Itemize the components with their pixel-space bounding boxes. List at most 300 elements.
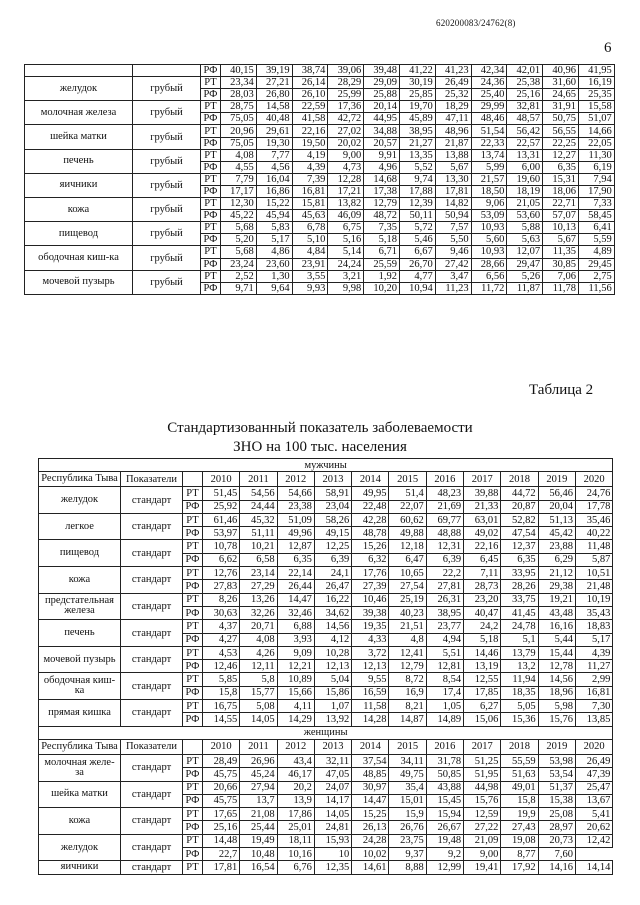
table-row — [25, 101, 615, 113]
value-cell: 51,4 — [389, 487, 426, 500]
value-cell: 15,31 — [543, 173, 579, 185]
pok-cell: РТ — [183, 700, 203, 713]
value-cell: 8,21 — [389, 700, 426, 713]
value-cell: 15,01 — [389, 794, 426, 807]
value-cell: 43,4 — [277, 754, 314, 767]
men-section-row — [39, 459, 613, 472]
value-cell: 28,26 — [501, 580, 538, 593]
value-cell: 14,89 — [426, 713, 463, 726]
value-cell: 20,87 — [501, 500, 538, 513]
value-cell: 18,96 — [538, 686, 575, 699]
pok-cell: РФ — [201, 234, 221, 246]
value-cell: 21,51 — [389, 620, 426, 633]
value-cell: 29,45 — [578, 258, 614, 270]
indicator-cell: стандарт — [121, 593, 183, 620]
region-cell: мочевой пузырь — [25, 270, 133, 294]
value-cell: 15,66 — [277, 686, 314, 699]
value-cell: 25,88 — [364, 89, 400, 101]
value-cell: 5,85 — [203, 673, 240, 686]
value-cell: 25,01 — [277, 821, 314, 834]
value-cell: 34,11 — [389, 754, 426, 767]
value-cell: 9,00 — [328, 149, 364, 161]
value-cell: 19,30 — [256, 137, 292, 149]
value-cell: 13,82 — [328, 198, 364, 210]
region-cell: молочная желе-за — [39, 754, 121, 781]
value-cell: 55,59 — [501, 754, 538, 767]
pok-cell: РФ — [201, 113, 221, 125]
value-cell: 69,77 — [426, 513, 463, 526]
value-cell: 20,04 — [538, 500, 575, 513]
value-cell: 28,49 — [203, 754, 240, 767]
value-cell: 16,16 — [538, 620, 575, 633]
value-cell: 25,99 — [328, 89, 364, 101]
value-cell: 6,27 — [464, 700, 501, 713]
value-cell: 23,77 — [426, 620, 463, 633]
value-cell: 14,17 — [314, 794, 351, 807]
value-cell: 7,33 — [578, 198, 614, 210]
value-cell: 12,46 — [203, 660, 240, 673]
value-cell: 25,08 — [538, 808, 575, 821]
value-cell: 30,85 — [543, 258, 579, 270]
value-cell: 45,42 — [538, 527, 575, 540]
table-row — [39, 673, 613, 686]
table-1 — [24, 64, 615, 295]
value-cell: 53,09 — [471, 210, 507, 222]
value-cell: 12,39 — [399, 198, 435, 210]
value-cell: 9,37 — [389, 848, 426, 861]
value-cell: 21,87 — [435, 137, 471, 149]
value-cell: 11,87 — [507, 282, 543, 294]
value-cell: 11,23 — [435, 282, 471, 294]
value-cell: 6,35 — [501, 553, 538, 566]
column-header-region: Республика Тыва — [39, 472, 121, 487]
value-cell: 5,51 — [426, 646, 463, 659]
pok-cell: РФ — [201, 282, 221, 294]
value-cell: 6,00 — [507, 161, 543, 173]
value-cell: 41,58 — [292, 113, 328, 125]
value-cell: 12,55 — [464, 673, 501, 686]
value-cell: 9,2 — [426, 848, 463, 861]
value-cell: 5,1 — [501, 633, 538, 646]
value-cell: 22,2 — [426, 567, 463, 580]
pok-cell: РТ — [201, 77, 221, 89]
value-cell: 10,20 — [364, 282, 400, 294]
column-header-year: 2017 — [464, 472, 501, 487]
value-cell: 14,46 — [464, 646, 501, 659]
value-cell: 25,38 — [507, 77, 543, 89]
value-cell: 6,67 — [399, 246, 435, 258]
value-cell: 50,11 — [399, 210, 435, 222]
value-cell: 11,72 — [471, 282, 507, 294]
value-cell: 8,26 — [203, 593, 240, 606]
value-cell: 3,93 — [277, 633, 314, 646]
value-cell: 22,25 — [543, 137, 579, 149]
value-cell: 12,21 — [277, 660, 314, 673]
pok-cell: РТ — [201, 173, 221, 185]
region-cell: мочевой пузырь — [39, 646, 121, 673]
value-cell: 26,76 — [389, 821, 426, 834]
pok-cell: РТ — [183, 567, 203, 580]
value-cell: 21,08 — [240, 808, 277, 821]
value-cell: 48,46 — [471, 113, 507, 125]
value-cell: 40,96 — [543, 65, 579, 77]
pok-cell: РТ — [183, 808, 203, 821]
value-cell: 39,19 — [256, 65, 292, 77]
value-cell: 4,19 — [292, 149, 328, 161]
value-cell: 14,47 — [277, 593, 314, 606]
pok-cell: РТ — [183, 646, 203, 659]
pok-cell: РФ — [183, 713, 203, 726]
table-row — [39, 781, 613, 794]
value-cell: 2,75 — [578, 270, 614, 282]
value-cell: 45,63 — [292, 210, 328, 222]
value-cell: 15,77 — [240, 686, 277, 699]
value-cell: 28,97 — [538, 821, 575, 834]
value-cell: 5,63 — [507, 234, 543, 246]
value-cell: 22,7 — [203, 848, 240, 861]
value-cell: 50,75 — [543, 113, 579, 125]
value-cell: 44,72 — [501, 487, 538, 500]
indicator-cell: грубый — [133, 77, 201, 101]
value-cell: 6,41 — [578, 222, 614, 234]
value-cell: 26,96 — [240, 754, 277, 767]
value-cell: 25,44 — [240, 821, 277, 834]
value-cell: 6,32 — [352, 553, 389, 566]
value-cell: 17,76 — [352, 567, 389, 580]
table-row — [25, 65, 615, 77]
value-cell: 14,14 — [575, 861, 612, 874]
value-cell: 20,73 — [538, 834, 575, 847]
indicator-cell: стандарт — [121, 861, 183, 874]
pok-cell: РТ — [201, 222, 221, 234]
pok-cell: РТ — [201, 246, 221, 258]
value-cell: 13,19 — [464, 660, 501, 673]
value-cell: 5,72 — [399, 222, 435, 234]
value-cell: 24,24 — [328, 258, 364, 270]
value-cell: 10,94 — [399, 282, 435, 294]
pok-cell: РТ — [201, 101, 221, 113]
value-cell: 7,94 — [578, 173, 614, 185]
value-cell: 40,15 — [221, 65, 257, 77]
value-cell: 5,67 — [543, 234, 579, 246]
value-cell: 4,77 — [399, 270, 435, 282]
column-header-year: 2016 — [426, 739, 463, 754]
column-header-year: 2020 — [575, 739, 612, 754]
value-cell: 15,81 — [292, 198, 328, 210]
value-cell: 25,32 — [435, 89, 471, 101]
value-cell: 20,96 — [221, 125, 257, 137]
value-cell: 5,99 — [471, 161, 507, 173]
value-cell: 41,22 — [399, 65, 435, 77]
region-cell: пищевод — [25, 222, 133, 246]
pok-cell: РТ — [201, 125, 221, 137]
value-cell: 26,70 — [399, 258, 435, 270]
value-cell: 6,35 — [277, 553, 314, 566]
indicator-cell: стандарт — [121, 808, 183, 835]
value-cell: 12,81 — [426, 660, 463, 673]
value-cell: 27,21 — [256, 77, 292, 89]
value-cell: 16,22 — [314, 593, 351, 606]
pok-cell: РФ — [183, 821, 203, 834]
value-cell: 29,47 — [507, 258, 543, 270]
value-cell: 54,56 — [240, 487, 277, 500]
indicator-cell: грубый — [133, 125, 201, 149]
value-cell: 6,58 — [240, 553, 277, 566]
indicator-cell: стандарт — [121, 567, 183, 594]
value-cell: 12,79 — [364, 198, 400, 210]
column-header-indicator: Показатели — [121, 472, 183, 487]
value-cell: 29,38 — [538, 580, 575, 593]
value-cell: 53,54 — [538, 768, 575, 781]
value-cell: 45,32 — [240, 513, 277, 526]
value-cell: 14,28 — [352, 713, 389, 726]
value-cell: 31,78 — [426, 754, 463, 767]
value-cell: 13,30 — [435, 173, 471, 185]
value-cell: 21,05 — [507, 198, 543, 210]
column-header-year: 2013 — [314, 472, 351, 487]
value-cell: 17,88 — [399, 185, 435, 197]
value-cell: 14,82 — [435, 198, 471, 210]
value-cell: 15,8 — [203, 686, 240, 699]
value-cell: 58,45 — [578, 210, 614, 222]
value-cell: 10,46 — [352, 593, 389, 606]
value-cell: 26,14 — [292, 77, 328, 89]
value-cell: 19,50 — [292, 137, 328, 149]
value-cell: 17,38 — [364, 185, 400, 197]
value-cell: 6,75 — [328, 222, 364, 234]
value-cell: 5,17 — [575, 633, 612, 646]
value-cell: 45,22 — [221, 210, 257, 222]
column-header-year: 2019 — [538, 472, 575, 487]
value-cell: 16,54 — [240, 861, 277, 874]
value-cell: 16,59 — [352, 686, 389, 699]
value-cell: 11,94 — [501, 673, 538, 686]
value-cell: 2,99 — [575, 673, 612, 686]
value-cell: 15,58 — [578, 101, 614, 113]
value-cell: 26,10 — [292, 89, 328, 101]
value-cell: 5,16 — [328, 234, 364, 246]
indicator-cell: стандарт — [121, 540, 183, 567]
value-cell: 15,26 — [352, 540, 389, 553]
value-cell: 63,01 — [464, 513, 501, 526]
value-cell: 17,81 — [203, 861, 240, 874]
column-header-blank — [183, 472, 203, 487]
value-cell: 19,41 — [464, 861, 501, 874]
value-cell: 18,83 — [575, 620, 612, 633]
value-cell: 23,88 — [538, 540, 575, 553]
value-cell: 5,83 — [256, 222, 292, 234]
value-cell: 21,09 — [464, 834, 501, 847]
value-cell: 9,09 — [277, 646, 314, 659]
indicator-cell: грубый — [133, 198, 201, 222]
column-header-year: 2020 — [575, 472, 612, 487]
column-header-year: 2016 — [426, 472, 463, 487]
value-cell: 4,37 — [203, 620, 240, 633]
value-cell: 15,06 — [464, 713, 501, 726]
value-cell: 25,40 — [471, 89, 507, 101]
pok-cell: РТ — [183, 834, 203, 847]
value-cell: 28,29 — [328, 77, 364, 89]
region-cell: прямая кишка — [39, 700, 121, 727]
pok-cell: РТ — [183, 754, 203, 767]
value-cell: 25,92 — [203, 500, 240, 513]
table-2-title-line-1: Стандартизованный показатель заболеваемости — [167, 420, 473, 436]
value-cell: 5,60 — [471, 234, 507, 246]
column-header-region: Республика Тыва — [39, 739, 121, 754]
region-cell: яичники — [39, 861, 121, 874]
value-cell: 9,64 — [256, 282, 292, 294]
value-cell: 49,15 — [314, 527, 351, 540]
value-cell: 51,25 — [464, 754, 501, 767]
indicator-cell: стандарт — [121, 487, 183, 514]
value-cell: 19,35 — [352, 620, 389, 633]
pok-cell: РФ — [201, 210, 221, 222]
value-cell: 5,05 — [501, 700, 538, 713]
indicator-cell: грубый — [133, 246, 201, 270]
value-cell: 14,55 — [203, 713, 240, 726]
value-cell: 4,39 — [575, 646, 612, 659]
pok-cell: РФ — [183, 848, 203, 861]
value-cell: 57,07 — [543, 210, 579, 222]
value-cell: 45,94 — [256, 210, 292, 222]
value-cell: 19,60 — [507, 173, 543, 185]
value-cell: 44,98 — [464, 781, 501, 794]
value-cell: 49,75 — [389, 768, 426, 781]
column-header-indicator: Показатели — [121, 739, 183, 754]
column-header-year: 2015 — [389, 739, 426, 754]
indicator-cell: стандарт — [121, 673, 183, 700]
value-cell: 15,76 — [538, 713, 575, 726]
value-cell: 26,13 — [352, 821, 389, 834]
value-cell: 25,85 — [399, 89, 435, 101]
pok-cell: РТ — [183, 861, 203, 874]
pok-cell: РФ — [183, 527, 203, 540]
value-cell: 24,44 — [240, 500, 277, 513]
value-cell: 22,57 — [507, 137, 543, 149]
value-cell: 17,92 — [501, 861, 538, 874]
value-cell: 7,57 — [435, 222, 471, 234]
men-section-label: мужчины — [39, 459, 613, 472]
table-row — [25, 125, 615, 137]
value-cell: 40,22 — [575, 527, 612, 540]
value-cell: 32,46 — [277, 606, 314, 619]
value-cell: 15,93 — [314, 834, 351, 847]
column-header-year: 2010 — [203, 739, 240, 754]
value-cell: 41,23 — [435, 65, 471, 77]
column-header-year: 2018 — [501, 472, 538, 487]
value-cell: 27,02 — [328, 125, 364, 137]
value-cell: 50,94 — [435, 210, 471, 222]
value-cell: 10,93 — [471, 246, 507, 258]
value-cell: 14,61 — [352, 861, 389, 874]
value-cell: 27,81 — [426, 580, 463, 593]
value-cell: 6,39 — [426, 553, 463, 566]
value-cell: 22,33 — [471, 137, 507, 149]
value-cell: 12,13 — [314, 660, 351, 673]
table-2-label: Таблица 2 — [529, 382, 594, 398]
value-cell: 5,98 — [538, 700, 575, 713]
pok-cell: РТ — [183, 781, 203, 794]
value-cell: 13,26 — [240, 593, 277, 606]
table-row — [39, 834, 613, 847]
value-cell: 19,08 — [501, 834, 538, 847]
value-cell: 3,21 — [328, 270, 364, 282]
value-cell: 7,79 — [221, 173, 257, 185]
value-cell: 7,60 — [538, 848, 575, 861]
indicator-cell: стандарт — [121, 754, 183, 781]
region-cell: желудок — [25, 77, 133, 101]
value-cell: 5,10 — [292, 234, 328, 246]
value-cell: 9,00 — [464, 848, 501, 861]
value-cell: 23,04 — [314, 500, 351, 513]
value-cell: 21,48 — [575, 580, 612, 593]
table-2-title — [0, 419, 640, 457]
value-cell: 4,53 — [203, 646, 240, 659]
value-cell: 48,57 — [507, 113, 543, 125]
value-cell: 51,13 — [538, 513, 575, 526]
region-cell — [25, 65, 133, 77]
value-cell: 20,02 — [328, 137, 364, 149]
value-cell: 15,9 — [389, 808, 426, 821]
value-cell: 13,74 — [471, 149, 507, 161]
value-cell: 26,31 — [426, 593, 463, 606]
value-cell: 1,30 — [256, 270, 292, 282]
value-cell: 3,47 — [435, 270, 471, 282]
pok-cell: РТ — [183, 513, 203, 526]
value-cell: 25,35 — [578, 89, 614, 101]
value-cell: 14,47 — [352, 794, 389, 807]
value-cell: 9,74 — [399, 173, 435, 185]
value-cell: 6,35 — [543, 161, 579, 173]
value-cell: 14,05 — [240, 713, 277, 726]
value-cell: 12,31 — [426, 540, 463, 553]
value-cell: 29,09 — [364, 77, 400, 89]
value-cell: 47,39 — [575, 768, 612, 781]
value-cell: 49,88 — [389, 527, 426, 540]
column-header-year: 2015 — [389, 472, 426, 487]
value-cell: 39,88 — [464, 487, 501, 500]
value-cell: 5,59 — [578, 234, 614, 246]
value-cell: 7,39 — [292, 173, 328, 185]
value-cell: 16,9 — [389, 686, 426, 699]
table-row — [39, 620, 613, 633]
value-cell: 10,78 — [203, 540, 240, 553]
value-cell: 46,17 — [277, 768, 314, 781]
value-cell: 19,9 — [501, 808, 538, 821]
pok-cell: РТ — [201, 149, 221, 161]
indicator-cell: грубый — [133, 270, 201, 294]
value-cell: 52,82 — [501, 513, 538, 526]
value-cell: 26,44 — [277, 580, 314, 593]
value-cell: 39,38 — [352, 606, 389, 619]
value-cell: 4,94 — [426, 633, 463, 646]
value-cell: 5,44 — [538, 633, 575, 646]
value-cell: 16,75 — [203, 700, 240, 713]
pok-cell: РТ — [201, 198, 221, 210]
indicator-cell: стандарт — [121, 781, 183, 808]
pok-cell: РТ — [183, 593, 203, 606]
value-cell: 13,9 — [277, 794, 314, 807]
value-cell: 47,11 — [435, 113, 471, 125]
value-cell: 26,49 — [435, 77, 471, 89]
value-cell: 22,48 — [352, 500, 389, 513]
value-cell: 5,41 — [575, 808, 612, 821]
value-cell: 32,26 — [240, 606, 277, 619]
value-cell: 42,34 — [471, 65, 507, 77]
value-cell: 48,72 — [364, 210, 400, 222]
value-cell: 31,60 — [543, 77, 579, 89]
value-cell: 23,38 — [277, 500, 314, 513]
